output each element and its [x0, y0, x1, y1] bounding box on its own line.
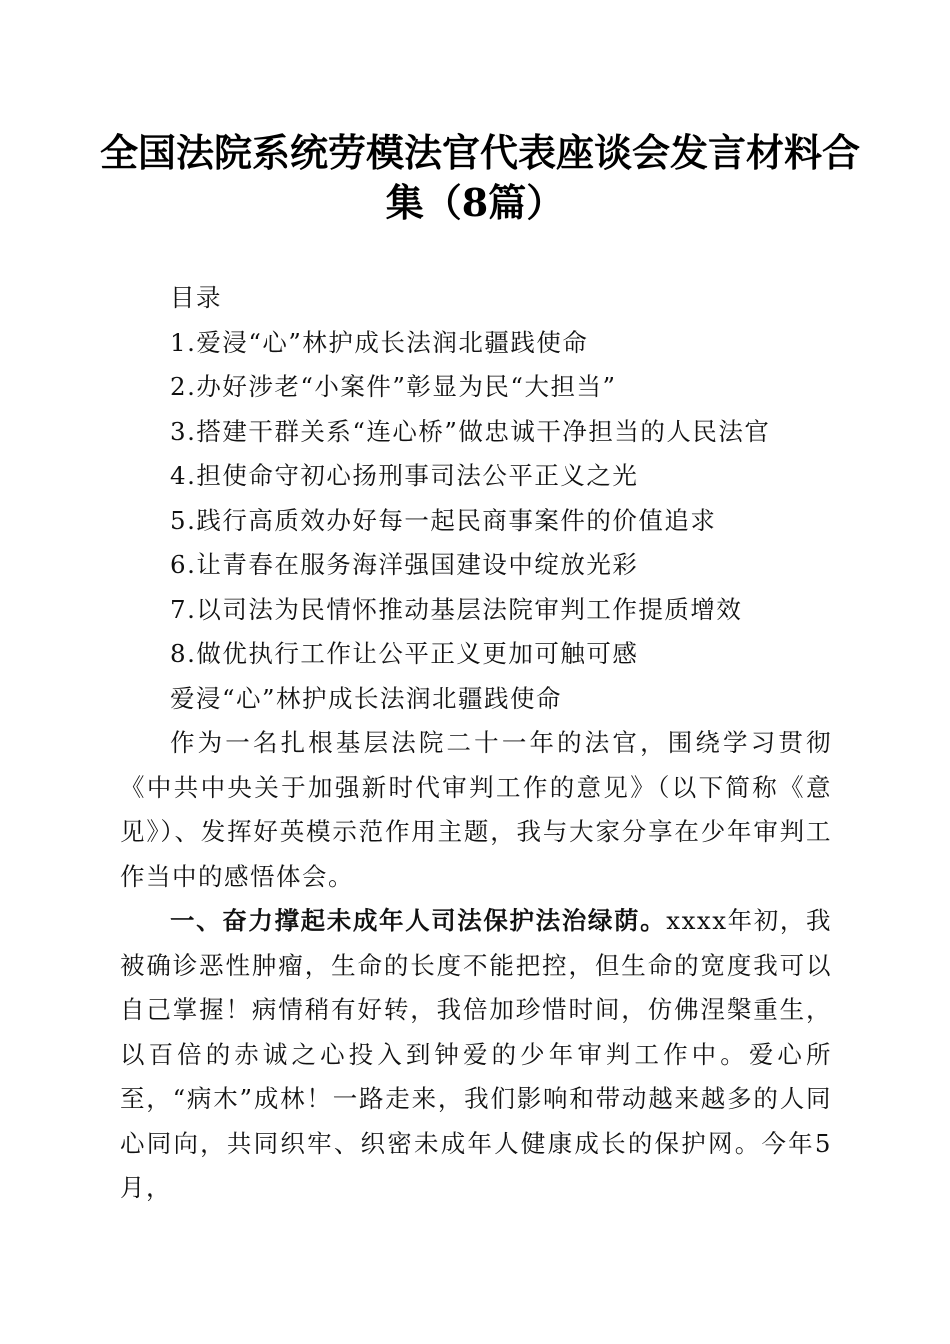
article-title: 爱浸“心”林护成长法润北疆践使命: [170, 683, 563, 713]
document-body: [120, 276, 832, 1211]
toc-item: 3.搭建干群关系“连心桥”做忠诚干净担当的人民法官: [170, 416, 771, 446]
toc-item: 4.担使命守初心扬刑事司法公平正义之光: [170, 461, 639, 490]
toc-item: 7.以司法为民情怀推动基层法院审判工作提质增效: [170, 594, 743, 624]
toc-item: 2.办好涉老“小案件”彰显为民“大担当”: [170, 372, 617, 401]
toc-item: 6.让青春在服务海洋强国建设中绽放光彩: [170, 550, 639, 579]
toc-item: 1.爱浸“心”林护成长法润北疆践使命: [170, 327, 589, 357]
title-line-2: 集（8篇）: [385, 180, 565, 225]
toc-item: 8.做优执行工作让公平正义更加可触可感: [170, 639, 639, 668]
section-1-heading: 一、奋力撑起未成年人司法保护法治绿荫。: [170, 906, 667, 935]
section-1-text: xxxx年初，我被确诊恶性肿瘤，生命的长度不能把控，但生命的宽度我可以自己掌握！病情稍有好转，我倍加珍惜时间，仿佛涅槃重生，以百倍的赤诚之心投入到钟爱的少年审判工作中。爱心所至，“病木”成林！一路走来，我们影响和带动越来越多的人同心同向，共同织牢、织密未成年人健康成长的保护网。今年5月，: [120, 906, 832, 1202]
document-title: [100, 128, 861, 228]
section-1-paragraph: [120, 899, 832, 1211]
title-line-1: 全国法院系统劳模法官代表座谈会发言材料合: [100, 130, 861, 175]
intro-paragraph: 作为一名扎根基层法院二十一年的法官，围绕学习贯彻《中共中央关于加强新时代审判工作的意见》（以下简称《意见》）、发挥好英模示范作用主题，我与大家分享在少年审判工作当中的感悟体会。: [120, 728, 832, 891]
toc-item: 5.践行高质效办好每一起民商事案件的价值追求: [170, 505, 717, 535]
toc-heading: 目录: [170, 283, 222, 312]
